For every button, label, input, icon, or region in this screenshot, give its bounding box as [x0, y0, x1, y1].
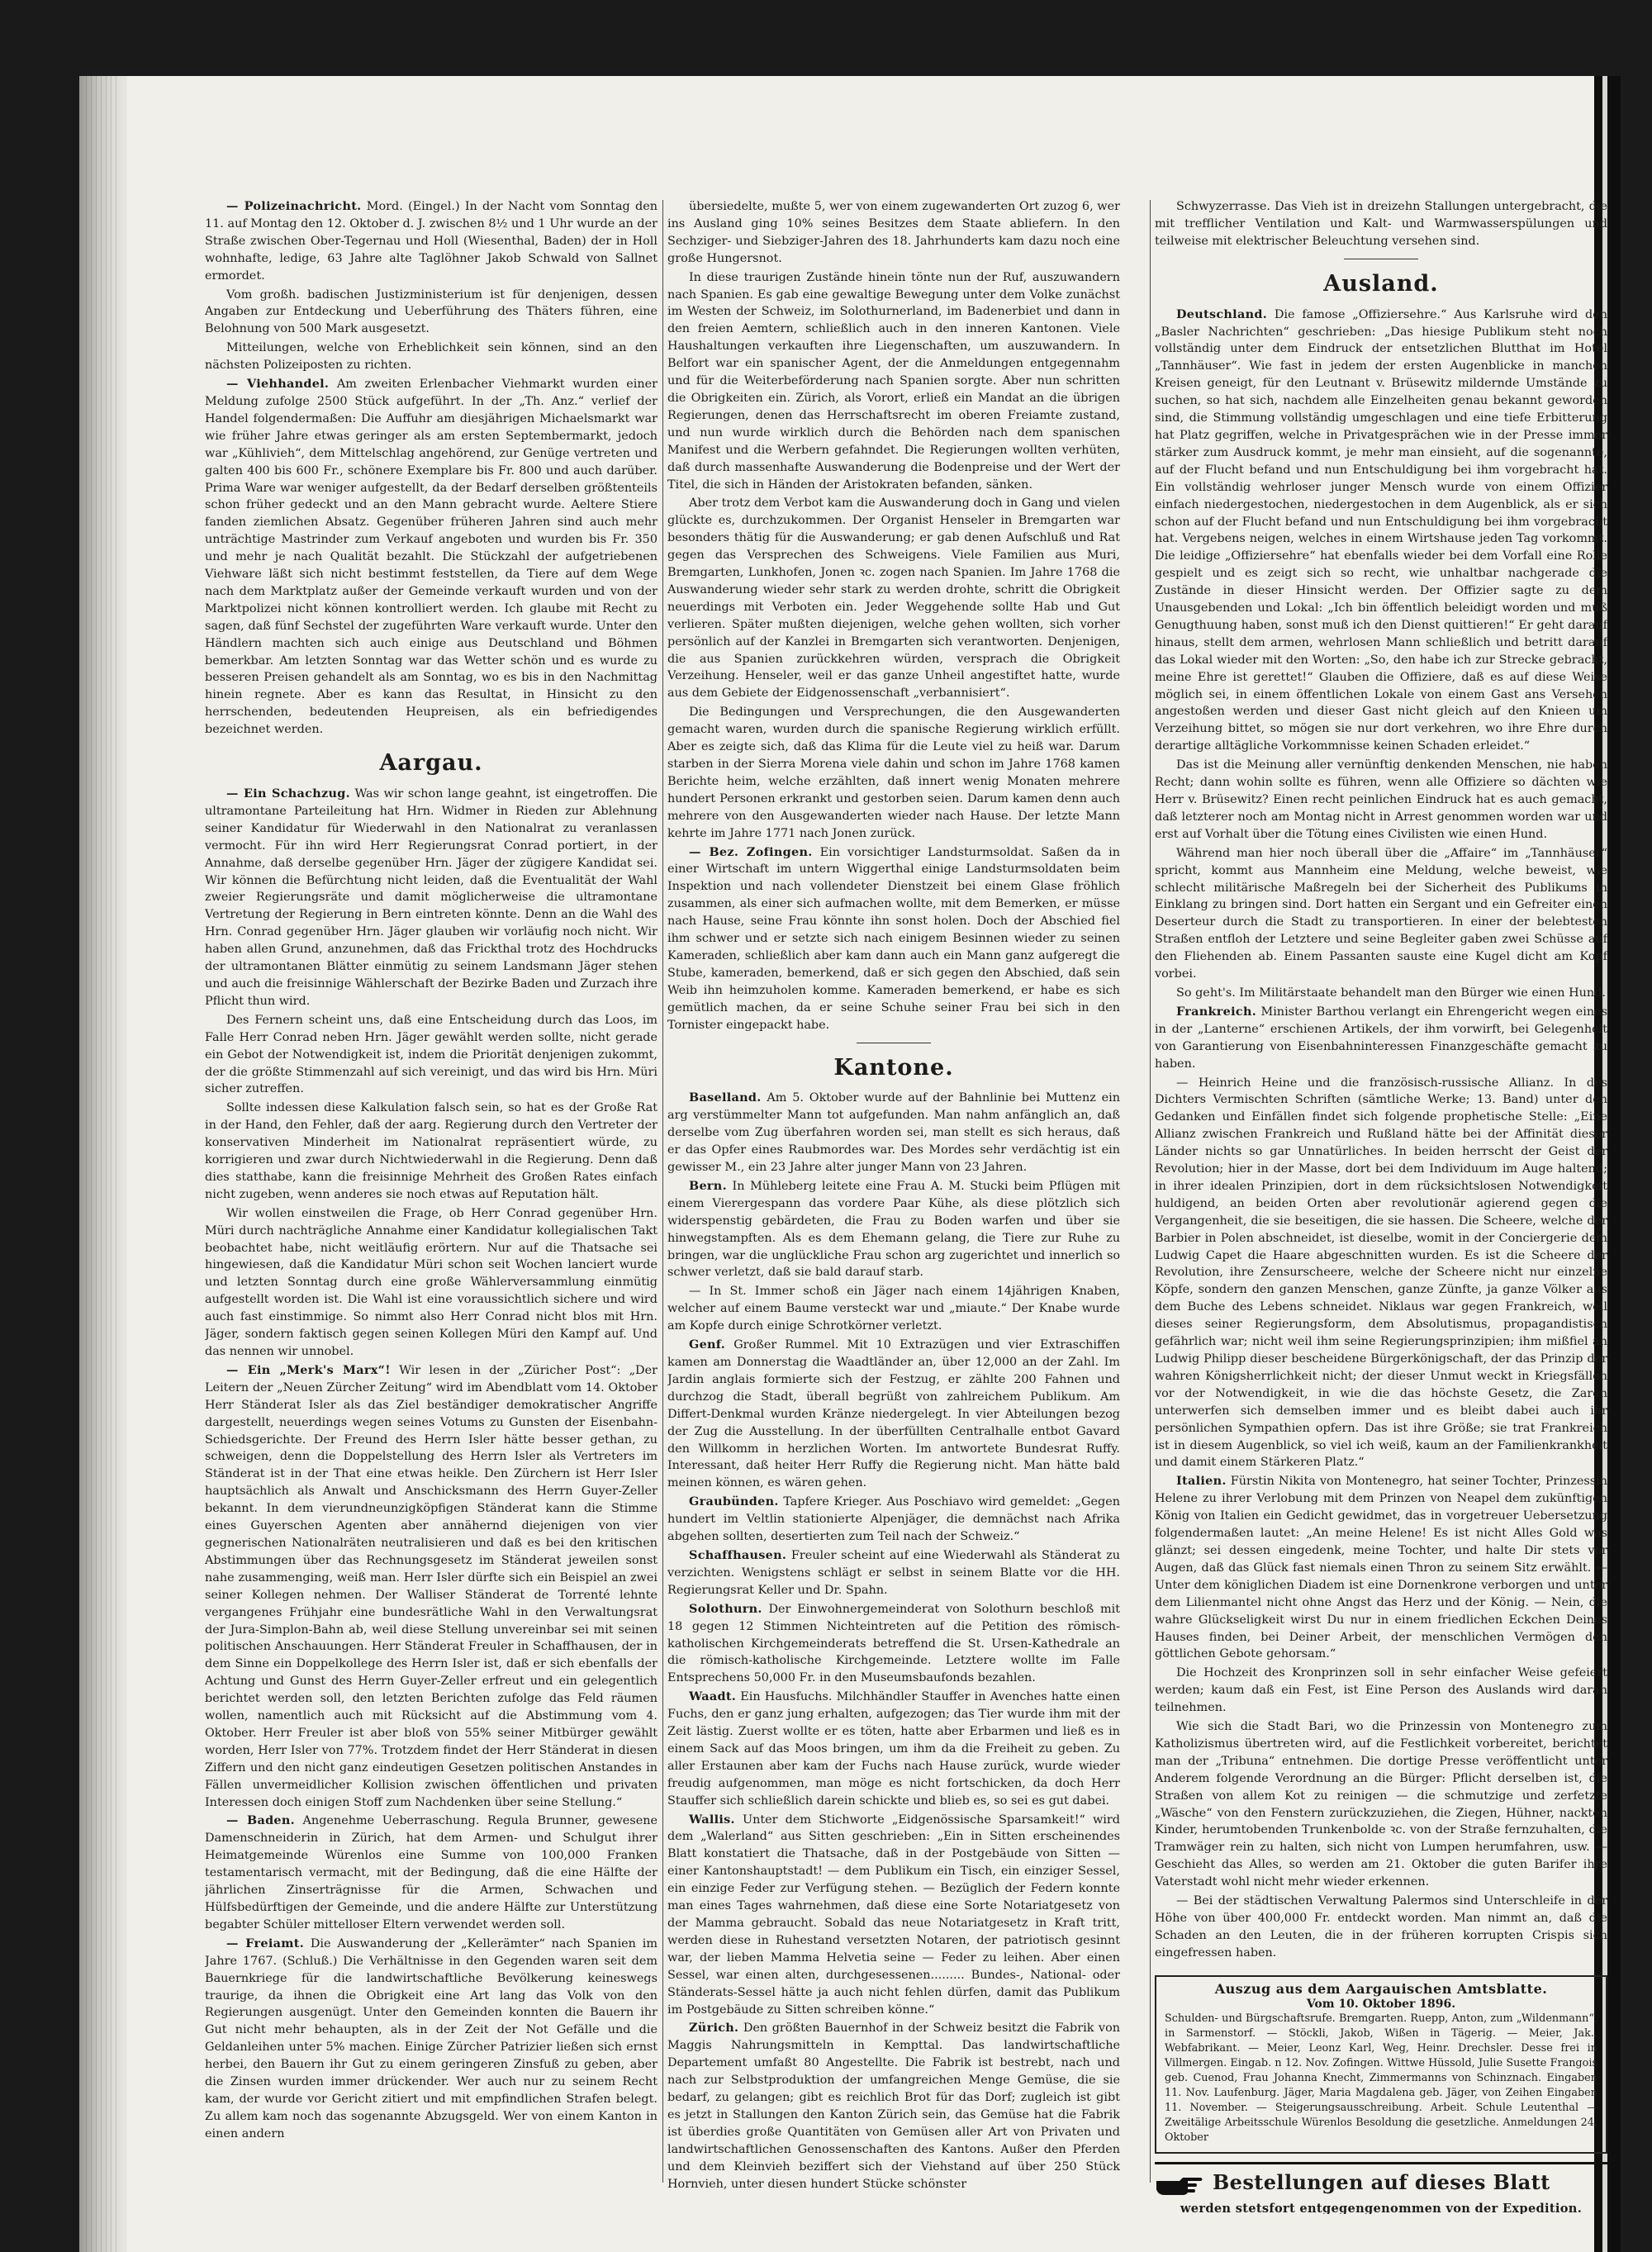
article-paragraph	[667, 2020, 1120, 2193]
article-paragraph	[667, 269, 1120, 494]
article-heading: Waadt.	[689, 1689, 737, 1704]
article-heading: Graubünden.	[689, 1494, 779, 1509]
subscription-notice-row	[1155, 2169, 1607, 2197]
article-paragraph	[667, 1494, 1120, 1546]
article-text: Angenehme Ueberraschung. Regula Brunner, gewesene Damenschneiderin in Zürich, hat dem Armen- und Schulgut ihrer Heimatgemeinde Würenlos eine Summe von 100,000 Franken testamentarisch vermacht, mit der Bedingung, daß die eine Hälfte der jährlichen Zinserträgnisse für die Armen, Schwachen und Hülfsbedürftigen der Gemeinde, und die andere Hälfte zur Unterstützung begabter Schüler mittelloser Eltern verwendet werden soll.	[205, 1814, 657, 1931]
article-text: Tapfere Krieger. Aus Poschiavo wird gemeldet: „Gegen hundert im Veltlin stationierte Alpenjäger, die demnächst nach Afrika abgehen sollten, desertierten zum Teil nach der Schweiz.“	[667, 1495, 1120, 1544]
article-text: Wir wollen einstweilen die Frage, ob Herr Conrad gegenüber Hrn. Müri durch nachträgliche Annahme einer Kandidatur kollegialischen Takt beobachtet habe, nicht weitläufig erörtern. Nur auf die Thatsache sei hingewiesen, daß die Kandidatur Müri schon seit Wochen lanciert wurde und letzten Sonntag durch eine große Wählerversammlung einmütig aufgestellt worden ist. Die Wahl ist eine voraussichtlich sichere und wird auch fast einstimmige. So nimmt also Herr Conrad nicht blos mit Hrn. Jäger, sondern faktisch gegen seinen Kollegen Müri den Kampf auf. Und das nennen wir unnobel.	[205, 1206, 657, 1358]
ausland-articles	[1155, 306, 1607, 1962]
article-heading: Baselland.	[689, 1090, 762, 1105]
article-paragraph	[1155, 1473, 1607, 1663]
article-paragraph	[667, 1547, 1120, 1599]
article-paragraph	[667, 1812, 1120, 2019]
amtsblatt-date: Vom 10. Oktober 1896.	[1306, 1997, 1456, 2011]
article-text: Am 5. Oktober wurde auf der Bahnlinie bei Muttenz ein arg verstümmelter Mann tot aufgefunden. Man nahm anfänglich an, daß derselbe vom Zug überfahren worden sei, man stellt es sich heraus, daß er das Opfer eines Raubmordes war. Des Mordes sehr verdächtig ist ein gewisser M., ein 23 Jahre alter junger Mann von 23 Jahren.	[667, 1091, 1120, 1175]
article-text: Fürstin Nikita von Montenegro, hat seiner Tochter, Prinzessin Helene zu ihrer Verlobung mit dem Prinzen von Neapel dem zukünftigen König von Italien ein Gedicht gewidmet, das in vorgetreuer Uebersetzung folgendermaßen lautet: „An meine Helene! Es ist nicht Alles Gold was glänzt; sei dessen eingedenk, meine Tochter, und halte Dir stets vor Augen, daß das Glück fast niemals einen Thron zu seinem Sitz erwählt. — Unter dem königlichen Diadem ist eine Dornenkrone verborgen und unter dem Lilienmantel nicht ohne Angst das Herz und der König. — Nein, die wahre Glückseligkeit wirst Du nur in einem friedlichen Eckchen Deines Hauses finden, bei Deiner Arbeit, der menschlichen Vermögen den göttlichen Gebote gehorsam.“	[1155, 1475, 1607, 1661]
article-paragraph	[667, 198, 1120, 268]
article-paragraph	[205, 1012, 657, 1099]
article-paragraph	[205, 1362, 657, 1812]
column-3	[1155, 198, 1607, 2214]
article-paragraph	[205, 1205, 657, 1361]
column-1-top-articles	[205, 198, 657, 739]
article-heading: Genf.	[689, 1337, 726, 1352]
article-heading: — Bez. Zofingen.	[689, 844, 813, 859]
article-heading: Solothurn.	[689, 1601, 762, 1616]
article-text: So geht's. Im Militärstaate behandelt man den Bürger wie einen Hund.	[1176, 986, 1606, 1000]
article-text: — Bei der städtischen Verwaltung Palermos sind Unterschleife in der Höhe von über 400,000 Fr. entdeckt worden. Man nimmt an, daß die Schaden an den Leuten, die in der früheren korrupten Crispis sich eingefressen haben.	[1155, 1894, 1607, 1960]
article-text: Den größten Bauernhof in der Schweiz besitzt die Fabrik von Maggis Nahrungsmitteln in Kempttal. Das landwirtschaftliche Departement umfaßt 80 Angestellte. Die Fabrik ist bestrebt, nach und nach zur Selbstproduktion der umfangreichen Menge Gemüse, die sie bedarf, zu gelangen; gibt es reichlich Brot für das Dorf; zugleich ist gibt es jetzt in Stallungen den Kanton Zürich sein, das Gemüse hat die Fabrik ist überdies große Quantitäten von Gemüsen aller Art von Privaten und landwirtschaftlichen Genossenschaften des Kantons. Außer den Pferden und dem Kleinvieh beziffert sich der Viehstand auf über 250 Stück Hornvieh, unter diesen hundert Stücke schönster	[667, 2022, 1120, 2191]
aargau-articles	[205, 786, 657, 2143]
article-text: Die Hochzeit des Kronprinzen soll in sehr einfacher Weise gefeiert werden; kaum daß ein Fest, ist Eine Person des Auslands wird daran teilnehmen.	[1155, 1666, 1607, 1715]
article-text: Vom großh. badischen Justizministerium ist für denjenigen, dessen Angaben zur Entdeckung und Ueberführung des Thäters führen, eine Belohnung von 500 Mark ausgesetzt.	[205, 287, 657, 336]
article-heading: — Ein Schachzug.	[226, 786, 350, 801]
article-heading: — Freiamt.	[226, 1936, 305, 1950]
article-text: Großer Rummel. Mit 10 Extrazügen und vier Extraschiffen kamen am Donnerstag die Waadtländer an, über 12,000 an der Zahl. Im Jardin anglais formierte sich der Festzug, er zählte 200 Fahnen und durchzog die Stadt, überall begrüßt von zahlreichem Publikum. Am Differt-Denkmal wurden Kränze niedergelegt. In vier Abteilungen bezog der Zug die Ausstellung. In der überfüllten Centralhalle entbot Gavard den Willkomm in herzlichen Worten. Im antwortete Bundesrat Ruffy. Interessant, daß heiter Herr Ruffy die Regierung nicht. Man hätte bald meinen können, es wären gehen.	[667, 1338, 1120, 1490]
article-text: Die Auswanderung der „Kellerämter“ nach Spanien im Jahre 1767. (Schluß.) Die Verhältnisse in den Gegenden waren seit dem Bauernkriege für die landwirtschaftliche Bevölkerung keineswegs traurige, da ihnen die Obrigkeit eine Art lang das Volk von den Regierungen ausgenügt. Unter den Gemeinden konnten die Bauern ihr Gut nicht mehr behaupten, als in der Zeit der Not Gefälle und die Geldanleihen unter 5% machen. Einige Zürcher Patrizier ließen sich ernst herbei, den Bauern ihr Gut zu einem geringeren Zinsfuß zu geben, aber die Zinsen wurden immer drückender. Wer auch nur zu seinem Recht kam, der wurde vor Gericht zitiert und mit empfindlichen Strafen belegt. Zu allem kam noch das sogenannte Abzugsgeld. Wer von einem Kanton in einen andern	[205, 1936, 657, 2140]
article-text: — In St. Immer schoß ein Jäger nach einem 14jährigen Knaben, welcher auf einem Baume versteckt war und „miaute.“ Der Knabe wurde am Kopfe durch einige Schrotkörner verletzt.	[667, 1285, 1120, 1333]
article-text: Sollte indessen diese Kalkulation falsch sein, so hat es der Große Rat in der Hand, den Fehler, daß der aarg. Regierung durch den Vertreter der konservativen Minderheit im Nationalrat repräsentiert würde, zu korrigieren und zwar durch Nichtwiederwahl in die Regierung. Denn daß dies statthabe, kann die freisinnige Mehrheit des Großen Rates einfach nicht zugeben, wenn anderes sie noch etwas auf Reputation hält.	[205, 1101, 657, 1201]
binding-edge-lines	[86, 76, 119, 2252]
amtsblatt-text: Schulden- und Bürgschaftsrufe. Bremgarten. Ruepp, Anton, zum „Wildenmann“, in Sarmenstorf. — Stöckli, Jakob, Wißen in Tägerig. — Meier, Jak., Webfabrikant. — Meier, Leonz Karl, Weg, Heinr. Drechsler. Desse frei in Villmergen. Eingab. n 12. Nov. Zofingen. Wittwe Hüssold, Julie Susette Frangois geb. Cuenod, Frau Johanna Knecht, Zimmermanns von Schinznach. Eingaben 11. Nov. Laufenburg. Jäger, Maria Magdalena geb. Jäger, von Zeihen Eingaben 11. November. — Steigerungsausschreibung. Arbeit. Schule Leutenthal — Zweitälige Arbeitsschule Würenlos Besoldung die gesetzliche. Anmeldungen 24. Oktober	[1165, 2012, 1597, 2144]
article-text: Das ist die Meinung aller vernünftig denkenden Menschen, nie haben Recht; dann wohin sollte es führen, wenn alle Offiziere so dächten wie Herr v. Brüsewitz? Einen recht peinlichen Eindruck hat es auch gemacht, daß letzterer noch am Montag nicht in Arrest genommen worden war und erst auf Vorhalt über die Tötung eines Civilisten wie einen Hund.	[1155, 758, 1607, 841]
article-text: Mord. (Eingel.) In der Nacht vom Sonntag den 11. auf Montag den 12. Oktober d. J. zwischen 8½ und 1 Uhr wurde an der Straße zwischen Ober-Tegernau und Holl (Wiesenthal, Baden) der in Holl wohnhafte, ledige, 63 Jahre alte Taglöhner Jakob Schwald von Sallnet ermordet.	[205, 200, 657, 283]
column-rule-2	[1150, 200, 1151, 2183]
article-text: Minister Barthou verlangt ein Ehrengericht wegen eines in der „Lanterne“ erschienen Artikels, der ihm vorwirft, bei Gelegenheit von Garantierung von Eisenbahninteressen Finanzgeschäfte gemacht zu haben.	[1155, 1005, 1607, 1071]
article-heading: — Ein „Merk's Marx“!	[226, 1362, 391, 1377]
article-heading: — Polizeinachricht.	[226, 199, 362, 213]
article-text: — Heinrich Heine und die französisch-russische Allianz. In des Dichters Vermischten Schriften (sämtliche Werke; 13. Band) unter den Gedanken und Einfällen findet sich folgende prophetische Stelle: „Eine Allianz zwischen Frankreich und Rußland hätte bei der Affinität dieser Länder nichts so gar Unnatürliches. In beiden herrscht der Geist der Revolution; hier in der Masse, dort bei dem Individuum im Auge haltend; in ihrer idealen Prinzipien, dort in dem rücksichtslosen Notwendigkeit huldigend, an beiden Orten aber revolutionär agierend gegen die Vergangenheit, die sie beseitigen, die sie hassen. Die Scheere, welche der Barbier in Polen abschneidet, ist dieselbe, womit in der Conciergerie dem Ludwig Capet die Haare abgeschnitten wurden. Es ist die Scheere der Revolution, ihre Zensurscheere, welche der Scheere nicht nur einzelne Köpfe, sondern den ganzen Menschen, ganze Zünfte, ja ganze Völker aus dem Buche des Lebens schneidet. Niklaus war gegen Frankreich, weil dieses seiner Regierungsform, dem Absolutismus, propagandistisch gefährlich war; nicht weil ihm seine Regierungsprinzipien; ihm mißfiel an Ludwig Philipp dieser bescheidene Bürgerkönigschaft, der das Prinzip der wahren Königsherrlichkeit nicht; der dieser Unmut weckt in Kriegsfällen vor der Notwendigkeit, in wie die das höchste Gesetz, die Zaren unterwerfen sich demselben immer und es bleibt dabei auch ihr persönlichen Sympathien opfern. Das ist ihre Größe; sie trat Frankreich ist in diesem Augenblick, so viel ich weiß, kaum an der Familienkrankheit und damit einem Stärkeren Platz.“	[1155, 1076, 1607, 1470]
article-text: In diese traurigen Zustände hinein tönte nun der Ruf, auszuwandern nach Spanien. Es gab eine gewaltige Bewegung unter dem Volke zunächst im Westen der Schweiz, im Solothurnerland, im Badenerbiet und dann in den freien Aemtern, schließlich auch in den inneren Kantonen. Viele Haushaltungen verkauften ihre Liegenschaften, um auszuwandern. In Belfort war ein spanischer Agent, der die Anmeldungen entgegennahm und für die Weiterbeförderung nach Spanien sorgte. Aber nun schritten die Obrigkeiten ein. Zürich, als Vorort, erließ ein Mandat an die übrigen Regierungen, denen das Herrschaftsrecht im oberen Freiamte zustand, und nun wurde wirklich durch die Behörden nach dem spanischen Manifest und die Werbern gefahndet. Die Regierungen wollten verhüten, daß durch massenhafte Auswanderung die Bodenpreise und der Wert der Titel, die sich in Händen der Aristokraten befanden, sänken.	[667, 270, 1120, 492]
section-heading-ausland: Ausland.	[1323, 270, 1439, 297]
article-heading: Schaffhausen.	[689, 1547, 787, 1562]
article-text: Wir lesen in der „Züricher Post“: „Der Leitern der „Neuen Zürcher Zeitung“ wird im Abendblatt vom 14. Oktober Herr Ständerat Isler als das Ziel beständiger demokratischer Angriffe dargestellt, neuerdings wegen seines Votums zu Gunsten der Eisenbahn-Schiedsgerichte. Der Freund des Herrn Isler hätte besser gethan, zu schweigen, denn die Doppelstellung des Herrn Isler als Vertreters im Ständerat ist in der That eine etwas heikle. Den Zürchern ist Herr Isler hauptsächlich als Anwalt und Anschicksmann des Herrn Guyer-Zeller bekannt. In dem vierundneunzigköpfigen Ständerat kann die Stimme eines Guyerschen Agenten aber annähernd diejenigen von vier gegnerischen Nationalräten neutralisieren und daß es bei den kritischen Abstimmungen über das Rechnungsgesetz im Ständerat jeweilen sonst nahe zusammenging, weiß man. Herr Isler dürfte sich ein Beispiel an zwei seiner Kollegen nehmen. Der Walliser Ständerat de Torrenté lehnte vergangenes Frühjahr eine bundesrätliche Wahl in den Verwaltungsrat der Jura-Simplon-Bahn ab, weil diese Stellung unvereinbar sei mit seinen politischen Anschauungen. Herr Ständerat Freuler in Schaffhausen, der in dem Sinne ein Doppelkollege des Herrn Isler ist, daß er sich ebenfalls der Achtung und Gunst des Herrn Guyer-Zeller erfreut und ein gelegentlich berichtet werden soll, den letzten Berichten zufolge das Feld räumen wollen, namentlich auch mit Rücksicht auf die Abstimmung vom 4. Oktober. Herr Freuler ist aber bloß von 55% seiner Mitbürger gewählt worden, Herr Isler von 77%. Trotzdem findet der Herr Ständerat in diesen Ziffern und den nicht ganz eindeutigen Gesetzen politischen Anstandes in Fällen unvermeidlicher Kollision zwischen öffentlichen und privaten Interessen doch einigen Stoff zum Nachdenken über seine Stellung.“	[205, 1363, 657, 1809]
article-text: Wie sich die Stadt Bari, wo die Prinzessin von Montenegro zum Katholizismus übertreten wird, auf die Festlichkeit vorbereitet, berichtet man der „Tribuna“ entnehmen. Die dortige Presse veröffentlicht unter Anderem folgende Verordnung an die Bürger: Pflicht derselben ist, die Straßen von allem Kot zu reinigen — die schmutzige und zerfetzte „Wäsche“ von den Fenstern zurückzuziehen, die Ziegen, Hühner, nackten Kinder, herumtobenden Trunkenbolde ꝛc. von der Straße fernzuhalten, die Tramwäger rein zu halten, sich nicht von Lumpen herumfahren, usw. — Geschieht das Alles, so werden am 21. Oktober die guten Barifer ihre Vaterstadt wohl nicht mehr wieder erkennen.	[1155, 1720, 1607, 1889]
subscription-title: Bestellungen auf dieses Blatt	[1213, 2170, 1550, 2195]
article-heading: Zürich.	[689, 2021, 739, 2036]
article-paragraph	[667, 495, 1120, 702]
article-paragraph	[667, 1283, 1120, 1335]
article-paragraph	[667, 1689, 1120, 1809]
article-text: Während man hier noch überall über die „Affaire“ im „Tannhäuser“ spricht, kommt aus Mannheim eine Meldung, welche beweist, wie schlecht militärische Maßregeln bei der Sicherheit des Publikums in Einklang zu bringen sind. Dort hatten ein Sergant und ein Gefreiter einen Deserteur durch die Stadt zu transportieren. In einer der belebtesten Straßen entfloh der Letztere und seine Begleiter gaben zwei Schüsse auf den Fliehenden ab. Einem Passanten sauste eine Kugel dicht am Kopf vorbei.	[1155, 846, 1607, 981]
article-heading: — Baden.	[226, 1813, 295, 1828]
article-text: Ein Hausfuchs. Milchhändler Stauffer in Avenches hatte einen Fuchs, den er ganz jung erhalten, aufgezogen; das Tier wurde ihm mit der Zeit lästig. Zuerst wollte er es töten, hatte aber Erbarmen und ließ es in einem Sack auf das Moos bringen, um ihm da die Freiheit zu geben. Zu aller Erstaunen aber kam der Fuchs nach Hause zurück, wurde wieder freudig aufgenommen, man möge es nicht fortschicken, da doch Herr Stauffer sich schließlich darein schickte und blieb es, so sei es gut dabei.	[667, 1690, 1120, 1808]
article-text: Mitteilungen, welche von Erheblichkeit sein können, sind an den nächsten Polizeiposten zu richten.	[205, 341, 657, 373]
article-paragraph	[667, 1178, 1120, 1281]
article-paragraph	[205, 340, 657, 374]
binding-gutter	[79, 76, 127, 2252]
article-heading: Deutschland.	[1176, 306, 1267, 321]
article-paragraph	[1155, 757, 1607, 843]
newspaper-page	[79, 76, 1621, 2252]
article-paragraph	[1155, 1004, 1607, 1073]
article-heading: Wallis.	[689, 1812, 735, 1827]
article-paragraph	[667, 704, 1120, 842]
article-text: Die famose „Offiziersehre.“ Aus Karlsruhe wird den „Basler Nachrichten“ geschrieben: „Das hiesige Publikum steht noch vollständig unter dem Eindruck der entsetzlichen Blutthat im Hotel „Tannhäuser“. Wie fast in jedem der ersten Augenblicke in manchen Kreisen geneigt, für den Leutnant v. Brüsewitz mildernde Umstände zu suchen, so hat sich, nachdem alle Einzelheiten genau bekannt geworden sind, die Stimmung vollständig umgeschlagen und eine tiefe Erbitterung hat Platz gegriffen, welche in Privatgesprächen wie in der Presse immer stärker zum Ausdruck kommt, je mehr man einsieht, auf die sogenannte, auf der Flucht befand und nun Entschuldigung bei ihm vorgebracht hat. Ein vollständig wehrloser junger Mensch wurde von einem Offizier einfach niedergestochen, niedergestochen in dem Augenblick, als er sich schon auf der Flucht befand und nun Entschuldigung bei ihm vorgebracht hat. Vergebens neigen, welches in einem Wirtshause jeden Tag vorkommt. Die leidige „Offiziersehre“ hat ebenfalls wieder bei dem Vorfall eine Rolle gespielt und es zeigt sich so recht, wie unhaltbar nachgerade die Zustände in dieser Hinsicht werden. Der Offizier sagte zu dem Unausgebenden und Lokal: „Ich bin öffentlich beleidigt worden und muß Genugthuung haben, sonst muß ich den Dienst quittieren!“ Er geht darauf hinaus, stellt dem armen, wehrlosen Mann schließlich und betritt darauf das Lokal wieder mit den Worten: „So, den habe ich zur Strecke gebracht, meine Ehre ist gerettet!“ Glauben die Offiziere, daß es auf diese Weise möglich sei, in einem öffentlichen Lokale von einem Gast ans Versehen angestoßen werden und dieser Gast nicht gleich auf den Knieen um Verzeihung bittet, so mögen sie nur dort verkehren, wo ihre Ehre durch derartige alltägliche Vorkommnisse keinen Schaden erleidet.“	[1155, 307, 1607, 753]
article-paragraph	[1155, 985, 1607, 1002]
column-1	[205, 198, 657, 2214]
article-text: Aber trotz dem Verbot kam die Auswanderung doch in Gang und vielen glückte es, durchzukommen. Der Organist Henseler in Bremgarten war besonders thätig für die Auswanderung; er gab denen Aufschluß und Rat gegen das Versprechen des Schweigens. Viele Familien aus Muri, Bremgarten, Lunkhofen, Jonen ꝛc. zogen nach Spanien. Im Jahre 1768 die Auswanderung wieder sehr stark zu werden drohte, schritt die Obrigkeit neuerdings mit Verboten ein. Jeder Weggehende sollte Hab und Gut verlieren. Später mußten diejenigen, welche gehen wollten, sich vorher persönlich auf der Kanzlei in Bremgarten sich verantworten. Denjenigen, die aus Spanien zurückkehren würden, versprach die Obrigkeit Verzeihung. Henseler, weil er das ganze Unheil angestiftet hatte, wurde aus dem Gebiete der Eidgenossenschaft „verbannisiert“.	[667, 496, 1120, 701]
column-3-top-articles	[1155, 198, 1607, 250]
article-text: Ein vorsichtiger Landsturmsoldat. Saßen da in einer Wirtschaft im untern Wiggerthal einige Landsturmsoldaten beim Inspektion und nach vollendeter Dienstzeit bei einem Glase fröhlich zusammen, als einer sich aufmachen wollte, mit dem Bemerken, er müsse nach Hause, seine Frau könnte ihn sonst holen. Doch der Abschied fiel ihm schwer und er setzte sich nach einigem Besinnen wieder zu seinen Kameraden, schließlich aber kam dann auch ein Mann ganz aufgeregt die Stube, kameraden, bemerkend, daß er sich gegen den Abschied, daß sein Weib ihn heimzuholen komme. Kameraden bemerkend, er habe es sich gemütlich machen, da er seine Schuhe seiner Frau bei sich in den Tornister eingepackt habe.	[667, 845, 1120, 1032]
article-text: Die Bedingungen und Versprechungen, die den Ausgewanderten gemacht waren, wurden durch die spanische Regierung wirklich erfüllt. Aber es zeigte sich, daß das Klima für die Leute viel zu heiß war. Darum starben in der Sierra Morena viele dahin und schon im Jahre 1768 kamen Berichte heim, welche erzählten, daß innert wenig Monaten mehrere hundert Personen erkrankt und gestorben seien. Darum kamen denn auch mehrere von den Ausgewanderten wieder nach Hause. Der letzte Mann kehrte im Jahre 1771 nach Jonen zurück.	[667, 706, 1120, 840]
article-paragraph	[205, 198, 657, 285]
article-paragraph	[667, 1090, 1120, 1176]
article-paragraph	[1155, 845, 1607, 983]
article-heading: — Viehhandel.	[226, 377, 330, 392]
column-rule-1	[662, 200, 663, 2183]
article-text: Unter dem Stichworte „Eidgenössische Sparsamkeit!“ wird dem „Walerland“ aus Sitten geschrieben: „Ein in Sitten erscheinendes Blatt konstatiert die Thatsache, daß in der Postgebäude von Sitten — einer Kantonshauptstadt! — dem Publikum ein Tisch, ein einziger Sessel, ein einzige Feder zur Verfügung stehen. — Bezüglich der Federn konnte man eines Tages wahrnehmen, daß diese eine Sorte Notariatgesetz von der Mamma gebraucht. Sobald das neue Notariatgesetz in Kraft tritt, werden diese in Ruhestand versetzten Notaren, der patriotisch gesinnt war, der lieben Mamma Helvetia seine — Feder zu leihen. Aber einen Sessel, war einen alten, durchgesessenen......... Bundes-, National- oder Ständerats-Sessel hätte ja auch nicht fehlen dürfen, damit das Publikum im Postgebäude zu Sitten schreiben könne.“	[667, 1813, 1120, 2017]
article-paragraph	[205, 287, 657, 339]
article-heading: Bern.	[689, 1178, 727, 1193]
article-paragraph	[205, 1813, 657, 1933]
article-text: Was wir schon lange geahnt, ist eingetroffen. Die ultramontane Parteileitung hat Hrn. Widmer in Rieden zur Ablehnung seiner Kandidatur für Wiederwahl in den Nationalrat zu veranlassen vermocht. Für ihn wird Herr Regierungsrat Conrad portiert, in der Annahme, daß derselbe gegenüber Hrn. Jäger der zügigere Kandidat sei. Wir können die Befürchtung nicht leiden, daß die Eventualität der Wahl zweier Regierungsräte und damit möglicherweise die ultramontane Vertretung der Regierung in Bern eintreten könnte. Denn an die Wahl des Hrn. Conrad gegenüber Hrn. Jäger glauben wir vorläufig noch nicht. Wir haben allen Grund, anzunehmen, daß das Frickthal trotz des Hochdrucks der ultramontanen Blätter einmütig zu seinem Landsmann Jäger stehen und auch die freisinnige Wählerschaft der Bezirke Baden und Zurzach ihre Pflicht thun wird.	[205, 787, 657, 1008]
article-paragraph	[1155, 306, 1607, 756]
amtsblatt-title: Auszug aus dem Aargauischen Amtsblatte.	[1214, 1980, 1548, 1997]
article-paragraph	[1155, 1075, 1607, 1472]
section-heading-kantone: Kantone.	[833, 1054, 954, 1081]
article-paragraph	[667, 844, 1120, 1034]
article-text: Am zweiten Erlenbacher Viehmarkt wurden einer Meldung zufolge 2500 Stück aufgeführt. In der „Th. Anz.“ verlief der Handel folgendermaßen: Die Auffuhr am diesjährigen Michaelsmarkt war wie früher Jahre etwas geringer als am ersten Septembermarkt, jedoch war „Kühlivieh“, dem Mittelschlag angehörend, zur Genüge vertreten und galten 400 bis 600 Fr., schönere Exemplare bis Fr. 800 und auch darüber. Prima Ware war weniger aufgestellt, da der Bedarf derselben größtenteils schon früher gedeckt und an den Mann gebracht wurde. Aeltere Stiere fanden ziemlichen Absatz. Gegenüber früheren Jahren sind auch mehr unträchtige Mastrinder zum Verkauf angeboten und wurden bis Fr. 350 und mehr je nach Qualität bezahlt. Die Stückzahl der aufgetriebenen Viehware läßt sich nicht bestimmt feststellen, da Tiere auf dem Wege nach dem Marktplatz außer der Gemeinde verkauft wurden und von der Marktpolizei nicht können kontrolliert werden. Ich glaube mit Recht zu sagen, daß fünf Sechstel der zugeführten Ware verkauft wurde. Unter den Händlern machten sich auch einige aus Deutschland und Böhmen bemerkbar. Am letzten Sonntag war das Wetter schön und es wurde zu besseren Preisen gehandelt als am Sonntag, wo es bis in den Nachmittag hinein regnete. Aber es kann das Resultat, in Hinsicht zu den herrschenden, bedeutenden Heupreisen, als ein befriedigendes bezeichnet werden.	[205, 378, 657, 737]
article-text: Freuler scheint auf eine Wiederwahl als Ständerat zu verzichten. Wenigstens schlägt er selbst in seinem Blatte vor die HH. Regierungsrat Keller und Dr. Spahn.	[667, 1548, 1120, 1597]
article-paragraph	[205, 786, 657, 1010]
pointing-hand-icon	[1155, 2169, 1204, 2197]
article-paragraph	[205, 1936, 657, 2143]
article-paragraph	[205, 1100, 657, 1203]
article-text: Schwyzerrasse. Das Vieh ist in dreizehn Stallungen untergebracht, die mit trefflicher Ventilation und Kalt- und Warmwasserspülungen und teilweise mit elektrischer Beleuchtung versehen sind.	[1155, 200, 1607, 248]
article-text: Der Einwohnergemeinderat von Solothurn beschloß mit 18 gegen 12 Stimmen Nichteintreten auf die Petition des römisch-katholischen Kirchgemeinderats betreffend die St. Ursen-Kathedrale an die römisch-katholische Kirchgemeinde. Letztere wollte im Falle Entsprechens 50,000 Fr. in den Museumsbaufonds bezahlen.	[667, 1602, 1120, 1685]
article-paragraph	[1155, 198, 1607, 250]
column-2	[667, 198, 1120, 2214]
article-heading: Italien.	[1176, 1474, 1227, 1489]
article-paragraph	[205, 376, 657, 739]
kantone-articles	[667, 1090, 1120, 2193]
amtsblatt-box	[1155, 1975, 1607, 2154]
article-text: In Mühleberg leitete eine Frau A. M. Stucki beim Pflügen mit einem Vierergespann das vordere Paar Kühe, als diese plötzlich sich widerspenstig gebärdeten, die Frau zu Boden warfen und über sie hinwegstampften. Als es dem Ehemann gelang, die Tiere zur Ruhe zu bringen, war die unglückliche Frau schon arg zugerichtet und innerlich so schwer verletzt, daß sie bald darauf starb.	[667, 1179, 1120, 1280]
article-paragraph	[1155, 1893, 1607, 1962]
section-heading-aargau: Aargau.	[379, 750, 483, 777]
article-paragraph	[1155, 1665, 1607, 1717]
article-paragraph	[1155, 1718, 1607, 1891]
article-text: übersiedelte, mußte 5, wer von einem zugewanderten Ort zuzog 6, wer ins Ausland ging 10% seines Besitzes dem Staate abliefern. In den Sechziger- und Siebziger-Jahren des 18. Jahrhunderts kam dazu noch eine große Hungersnot.	[667, 200, 1120, 265]
article-paragraph	[667, 1601, 1120, 1688]
subscription-notice	[1155, 2162, 1607, 2214]
article-paragraph	[667, 1337, 1120, 1492]
column-2-top-articles	[667, 198, 1120, 1034]
article-text: Des Fernern scheint uns, daß eine Entscheidung durch das Loos, im Falle Herr Conrad neben Hrn. Jäger gewählt werden sollte, nicht gerade ein Gebot der Notwendigkeit ist, indem die Priorität denjenigen zukommt, der die größte Stimmenzahl auf sich vereinigt, und das wird bis Hrn. Müri sicher zutreffen.	[205, 1013, 657, 1096]
subscription-subtitle: werden stetsfort entgegengenommen von der Expedition.	[1180, 2201, 1583, 2214]
article-heading: Frankreich.	[1176, 1004, 1257, 1019]
